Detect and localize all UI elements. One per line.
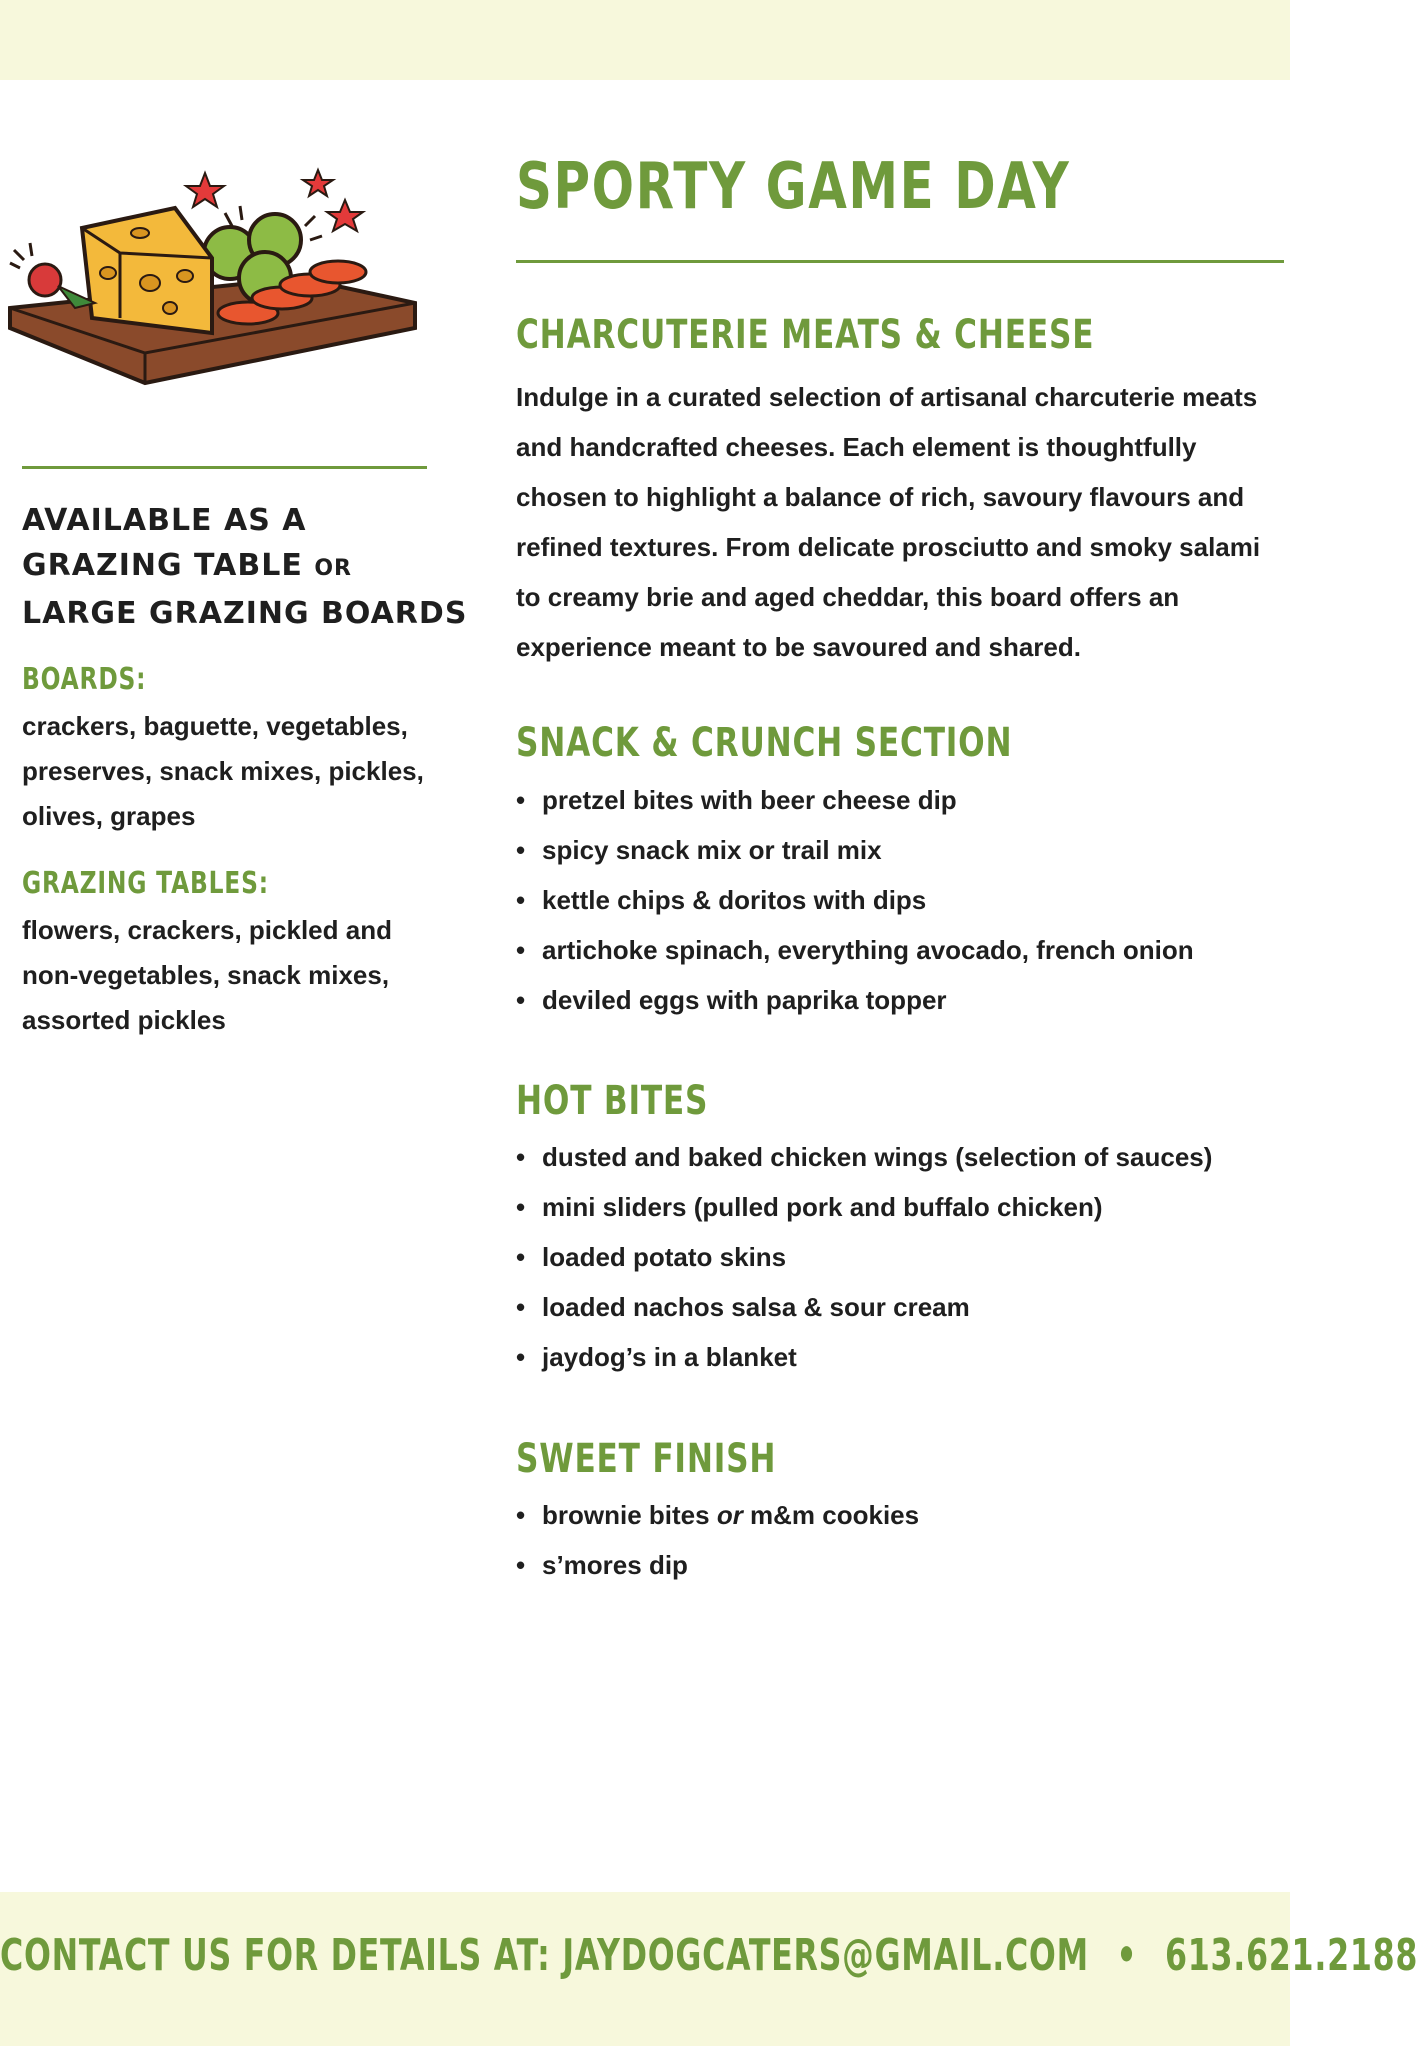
boards-text: crackers, baguette, vegetables, preserves, snack mixes, pickles, olives, grapes bbox=[22, 711, 424, 831]
list-item: • brownie bites or m&m cookies bbox=[516, 1500, 920, 1530]
list-item: • artichoke spinach, everything avocado, french onion bbox=[516, 935, 1194, 965]
charcuterie-description: Indulge in a curated selection of artisanal charcuterie meats and handcrafted cheeses. Each element is thoughtfully chosen to highlight a balance of rich, savoury flavours and refined textures. From delicate prosciutto and smoky salami to creamy brie and aged cheddar, this board offers an experience meant to be savoured and shared. bbox=[516, 382, 1261, 662]
contact-footer bbox=[0, 1930, 1418, 1981]
charcuterie-heading: CHARCUTERIE MEATS & CHEESE bbox=[516, 312, 1095, 358]
page-title: SPORTY GAME DAY bbox=[516, 150, 1071, 224]
sweet-finish-list bbox=[516, 1490, 1284, 1590]
list-item: • kettle chips & doritos with dips bbox=[516, 885, 927, 915]
availability-block bbox=[22, 498, 467, 636]
left-divider bbox=[22, 466, 427, 469]
availability-grazing-table: GRAZING TABLE bbox=[22, 548, 303, 583]
availability-line-2 bbox=[22, 543, 467, 591]
cheese-board-illustration bbox=[0, 158, 430, 398]
list-item: • spicy snack mix or trail mix bbox=[516, 835, 882, 865]
availability-line-3: LARGE GRAZING BOARDS bbox=[22, 596, 468, 631]
sweet-finish-heading: SWEET FINISH bbox=[516, 1436, 777, 1482]
list-item: • mini sliders (pulled pork and buffalo chicken) bbox=[516, 1192, 1103, 1222]
contact-phone: 613.621.2188 bbox=[1164, 1930, 1418, 1981]
list-item: • jaydog’s in a blanket bbox=[516, 1342, 797, 1372]
top-band bbox=[0, 0, 1290, 80]
list-item: • loaded nachos salsa & sour cream bbox=[516, 1292, 970, 1322]
list-item: • s’mores dip bbox=[516, 1550, 688, 1580]
availability-or: OR bbox=[314, 556, 352, 581]
availability-line-1: AVAILABLE AS A bbox=[22, 503, 307, 538]
hot-bites-heading: HOT BITES bbox=[516, 1078, 709, 1124]
hot-bites-list bbox=[516, 1132, 1284, 1382]
footer-separator: • bbox=[1116, 1930, 1138, 1981]
snack-list bbox=[516, 775, 1284, 1025]
title-divider bbox=[516, 260, 1284, 263]
list-item: • dusted and baked chicken wings (selection of sauces) bbox=[516, 1142, 1213, 1172]
list-item: • loaded potato skins bbox=[516, 1242, 787, 1272]
list-item: • deviled eggs with paprika topper bbox=[516, 985, 947, 1015]
list-item: • pretzel bites with beer cheese dip bbox=[516, 785, 957, 815]
contact-text: CONTACT US FOR DETAILS AT: JAYDOGCATERS@GMAIL.COM bbox=[0, 1930, 1089, 1981]
snack-heading: SNACK & CRUNCH SECTION bbox=[516, 720, 1013, 766]
grazing-tables-heading: GRAZING TABLES: bbox=[22, 866, 269, 901]
boards-heading: BOARDS: bbox=[22, 662, 147, 697]
grazing-tables-text: flowers, crackers, pickled and non-vegetables, snack mixes, assorted pickles bbox=[22, 915, 392, 1035]
